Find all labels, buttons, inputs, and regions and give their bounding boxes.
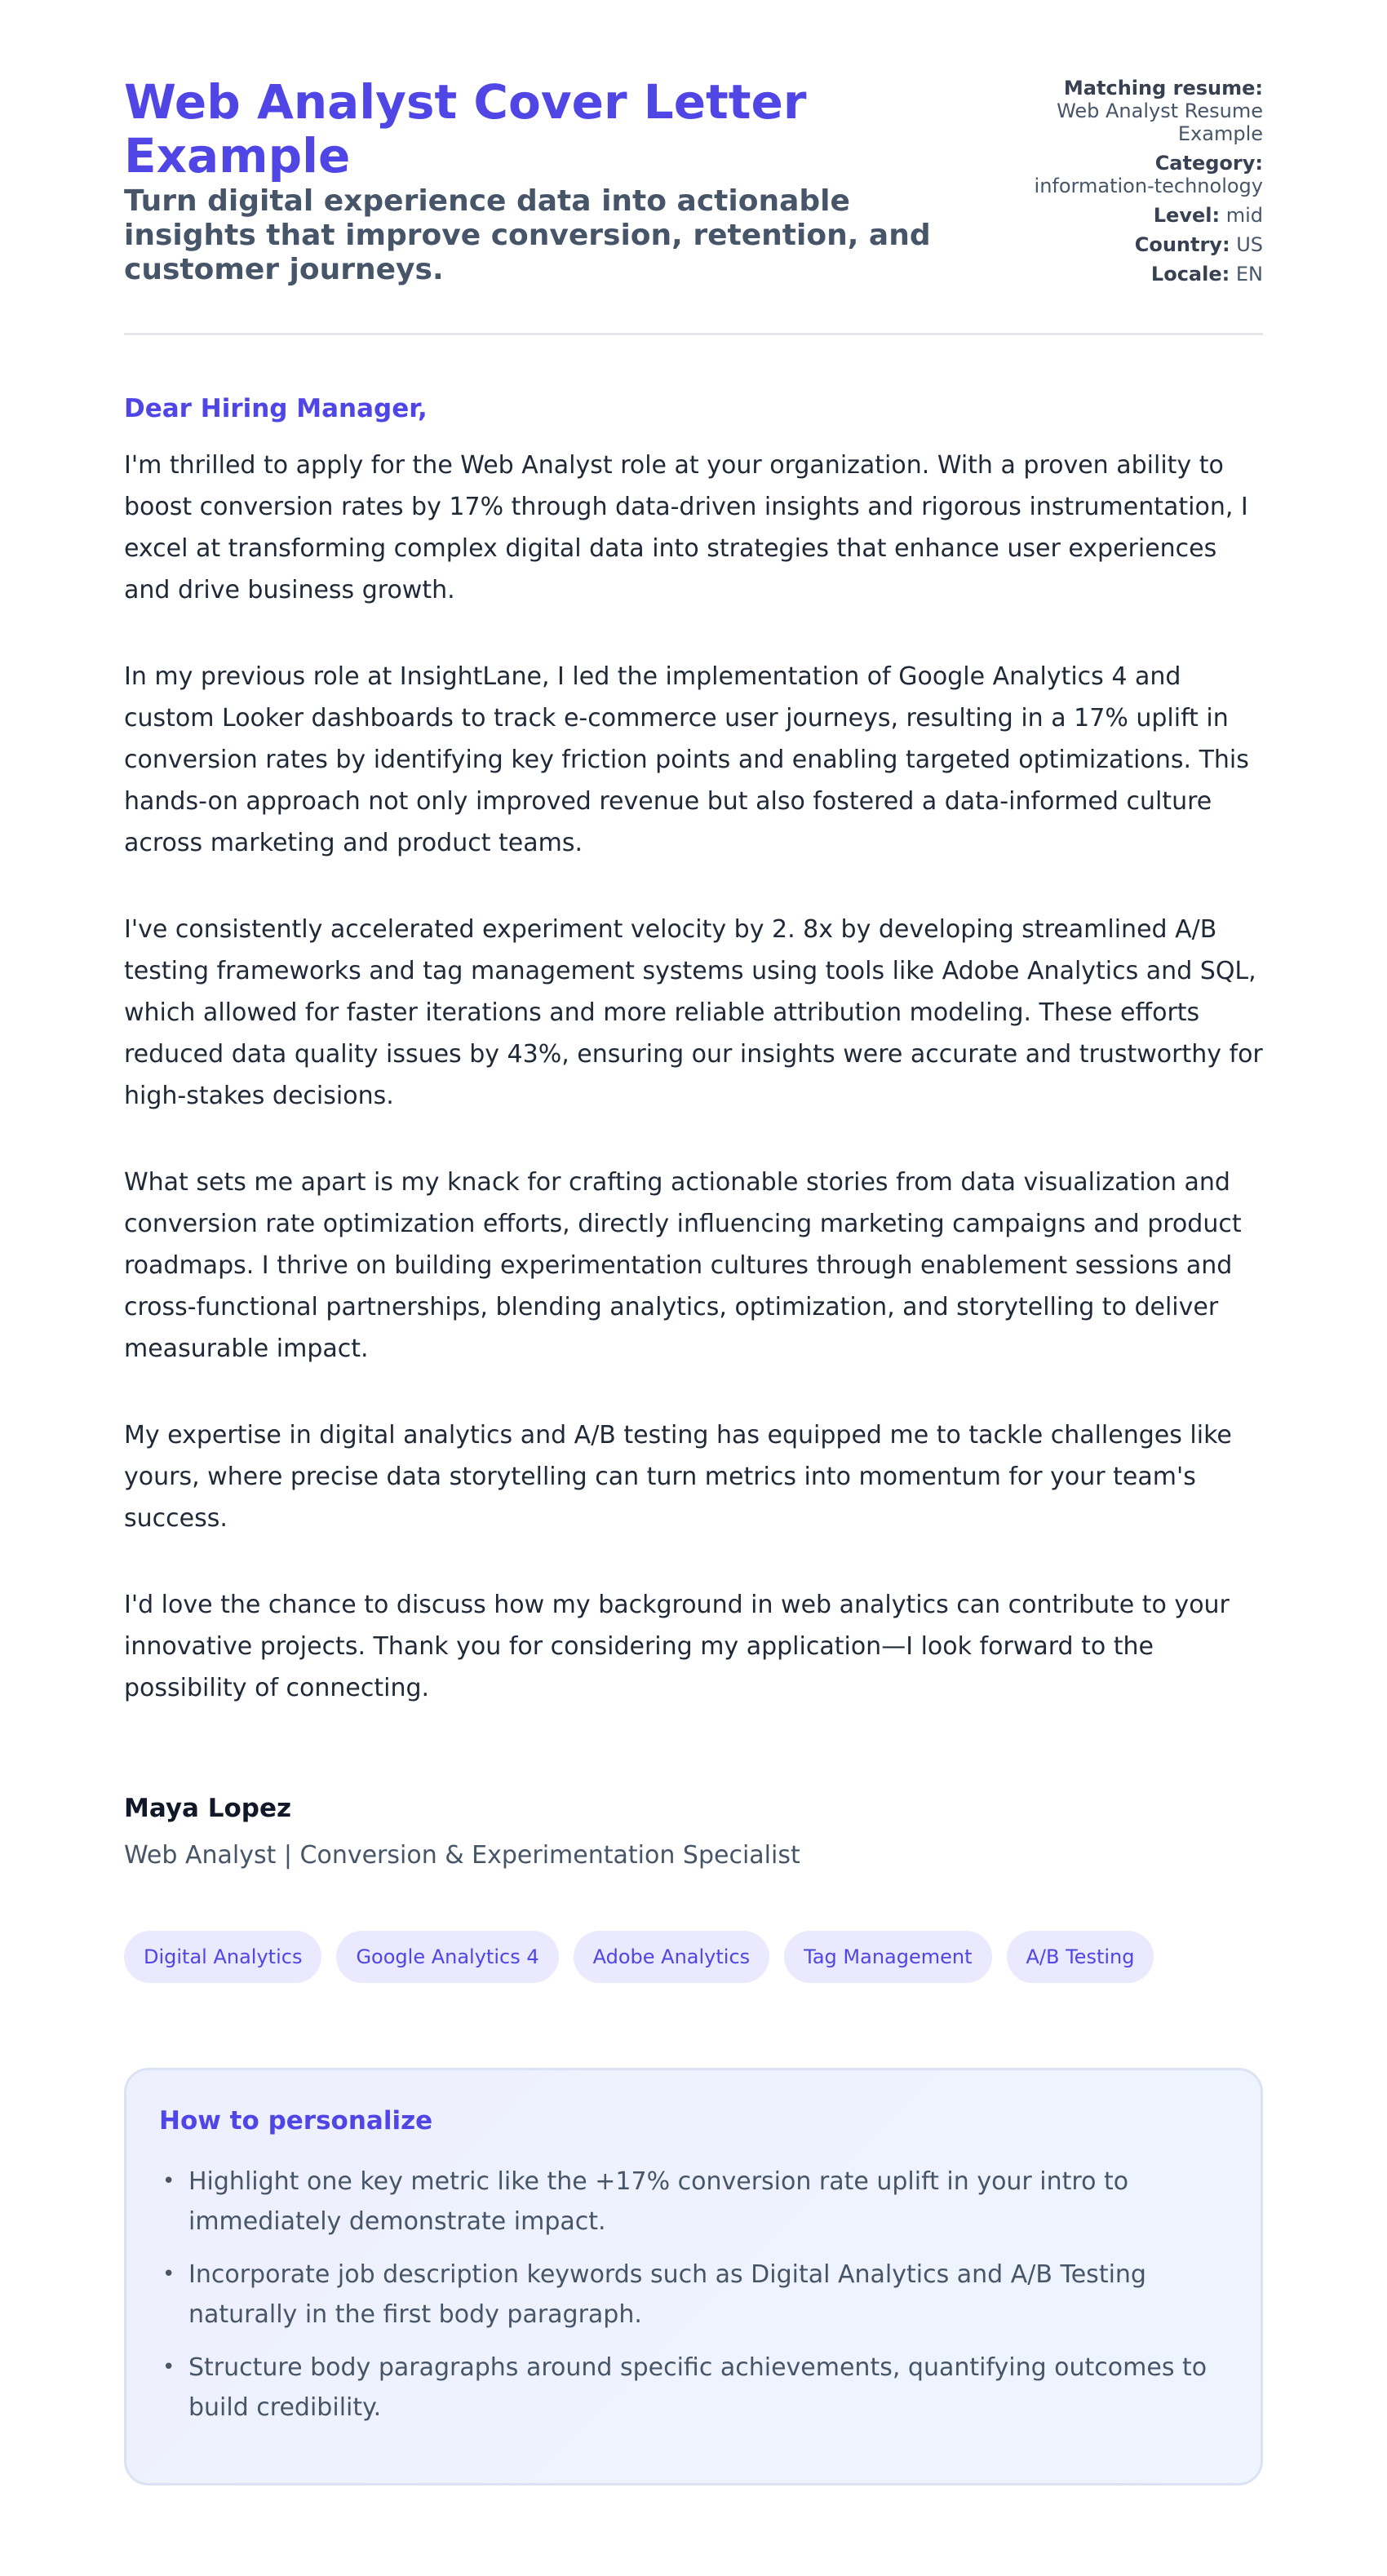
tips-title: How to personalize [159,2106,433,2136]
signature-name: Maya Lopez [124,1794,292,1823]
bullet-icon: • [162,2169,175,2193]
meta-locale [986,263,1263,285]
meta-label: Matching resume: [1063,77,1263,100]
tip-item [159,2348,1228,2428]
meta-value: US [1236,233,1263,256]
letter-paragraph: I'd love the chance to discuss how my background in web analytics can contribute to your innovative projects. Thank you for considering my application—I look forward to the possibility of connecting. [124,1591,1230,1702]
meta-panel [986,77,1263,292]
meta-value: information-technology [1034,175,1263,197]
greeting: Dear Hiring Manager, [124,394,428,423]
meta-value: Web Analyst Resume Example [1057,100,1263,145]
page-title: Web Analyst Cover Letter Example [124,74,807,184]
bullet-icon: • [162,2262,175,2286]
tip-text: Incorporate job description keywords such as Digital Analytics and A/B Testing naturally in the first body paragraph. [188,2260,1146,2329]
letter-body [124,392,1263,1709]
page-header [124,75,1263,335]
personalize-tips-box [124,2068,1263,2485]
skill-tag: Digital Analytics [124,1931,321,1983]
tip-item [159,2255,1228,2335]
skill-tags [124,1931,1263,1983]
meta-value: EN [1235,263,1263,285]
meta-category [986,152,1263,197]
meta-level [986,204,1263,227]
meta-label: Locale: [1150,263,1230,285]
letter-paragraph: I've consistently accelerated experiment velocity by 2. 8x by developing streamlined A/B testing frameworks and tag management systems using tools like Adobe Analytics and SQL, which allowed for faster iterations and more reliable attribution modeling. These efforts reduced data quality issues by 43%, ensuring our insights were accurate and trustworthy for high-stakes decisions. [124,915,1263,1110]
meta-label: Level: [1153,204,1221,227]
meta-value: mid [1225,204,1263,227]
tip-text: Structure body paragraphs around specific achievements, quantifying outcomes to build credibility. [188,2353,1208,2422]
page-subtitle: Turn digital experience data into actionable insights that improve conversion, retention, and customer journeys. [124,184,931,286]
tip-item [159,2162,1228,2242]
signature-title: Web Analyst | Conversion & Experimentation Specialist [124,1841,800,1870]
skill-tag: Google Analytics 4 [336,1931,558,1983]
tip-text: Highlight one key metric like the +17% conversion rate uplift in your intro to immediately demonstrate impact. [188,2167,1129,2236]
letter-paragraph: I'm thrilled to apply for the Web Analyst role at your organization. With a proven ability to boost conversion rates by 17% through data-driven insights and rigorous instrumentation, I excel at transforming complex digital data into strategies that enhance user experiences and drive business growth. [124,451,1248,604]
title-block [124,75,940,287]
skill-tag: A/B Testing [1007,1931,1154,1983]
letter-paragraph: In my previous role at InsightLane, I led the implementation of Google Analytics 4 and custom Looker dashboards to track e-commerce user journeys, resulting in a 17% uplift in conversion rates by identifying key friction points and enabling targeted optimizations. This hands-on approach not only improved revenue but also fostered a data-informed culture across marketing and product teams. [124,662,1249,857]
meta-label: Category: [1154,152,1263,175]
signature-block [124,1792,1263,1872]
letter-paragraph: What sets me apart is my knack for crafting actionable stories from data visualization and conversion rate optimization efforts, directly influencing marketing campaigns and product roadmaps. I thrive on building experimentation cultures through enablement sessions and cross-functional partnerships, blending analytics, optimization, and storytelling to deliver measurable impact. [124,1168,1242,1363]
skill-tag: Adobe Analytics [574,1931,770,1983]
skill-tag: Tag Management [784,1931,991,1983]
meta-matching-resume [986,77,1263,145]
meta-country [986,233,1263,256]
letter-paragraph: My expertise in digital analytics and A/B testing has equipped me to tackle challenges like yours, where precise data storytelling can turn metrics into momentum for your team's success. [124,1421,1232,1533]
bullet-icon: • [162,2355,175,2379]
tips-list [159,2162,1228,2428]
meta-label: Country: [1134,233,1230,256]
